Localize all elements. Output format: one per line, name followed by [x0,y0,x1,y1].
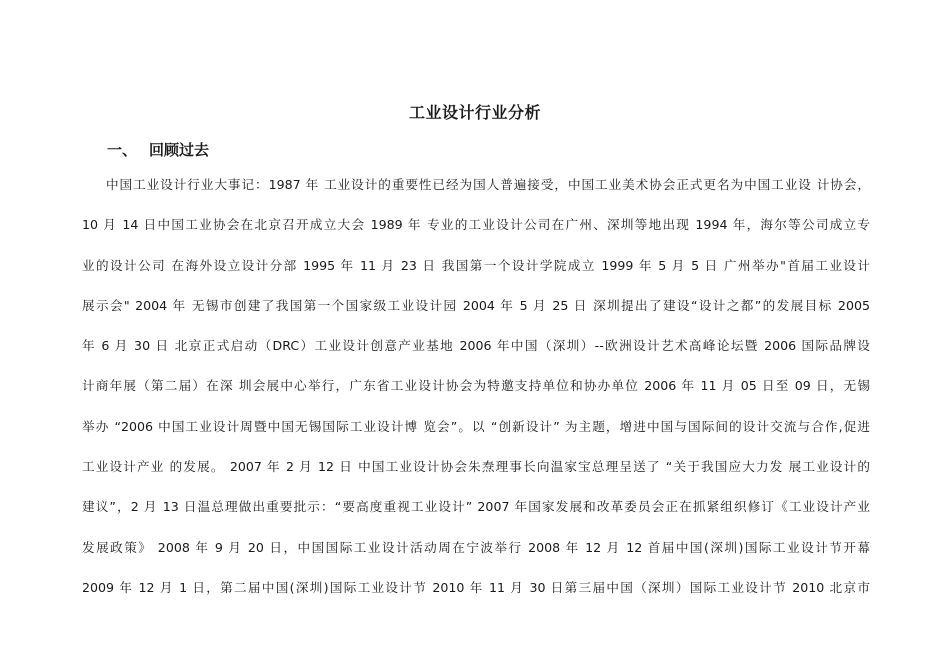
paragraph-line-2: 10 月 14 日中国工业协会在北京召开成立大会 1989 年 专业的工业设计公司在广州、深圳等地出现 1994 年，海尔等公司成立专 [82,217,870,233]
section-number: 一、 [107,141,138,159]
paragraph-line-3: 业的设计公司 在海外设立设计分部 1995 年 11 月 23 日 我国第一个设计学院成立 1999 年 5 月 5 日 广州举办"首届工业设计 [82,257,870,273]
paragraph-line-10: 发展政策》 2008 年 9 月 20 日，中国国际工业设计活动周在宁波举行 2008 年 12 月 12 首届中国(深圳)国际工业设计节开幕 [82,539,870,555]
section-heading-text: 回顾过去 [149,141,210,159]
paragraph-line-1: 中国工业设计行业大事记：1987 年 工业设计的重要性已经为国人普遍接受，中国工业美术协会正式更名为中国工业设 计协会， [106,177,870,192]
paragraph-line-9: 建议”，2 月 13 日温总理做出重要批示：“要高度重视工业设计” 2007 年国家发展和改革委员会正在抓紧组织修订《工业设计产业 [82,499,870,515]
paragraph-line-8: 工业设计产业 的发展。 2007 年 2 月 12 日 中国工业设计协会朱焘理事长向温家宝总理呈送了 “关于我国应大力发 展工业设计的 [82,459,870,475]
document-title: 工业设计行业分析 [408,103,541,122]
body-paragraph [82,175,870,618]
section-heading [107,140,209,160]
paragraph-line-7: 举办 “2006 中国工业设计周暨中国无锡国际工业设计博 览会”。以 “创新设计” 为主题，增进中国与国际间的设计交流与合作,促进 [82,418,870,434]
paragraph-line-11: 2009 年 12 月 1 日，第二届中国(深圳)国际工业设计节 2010 年 11 月 30 日第三届中国（深圳）国际工业设计节 2010 北京市 [82,579,870,595]
paragraph-line-4: 展示会" 2004 年 无锡市创建了我国第一个国家级工业设计园 2004 年 5 月 25 日 深圳提出了建设“设计之都”的发展目标 2005 [82,297,870,313]
paragraph-line-6: 计商年展（第二届）在深 圳会展中心举行，广东省工业设计协会为特邀支持单位和协办单位 2006 年 11 月 05 日至 09 日，无锡 [82,378,870,394]
paragraph-line-5: 年 6 月 30 日 北京正式启动（DRC）工业设计创意产业基地 2006 年中国（深圳）--欧洲设计艺术高峰论坛暨 2006 国际品牌设 [82,338,870,354]
